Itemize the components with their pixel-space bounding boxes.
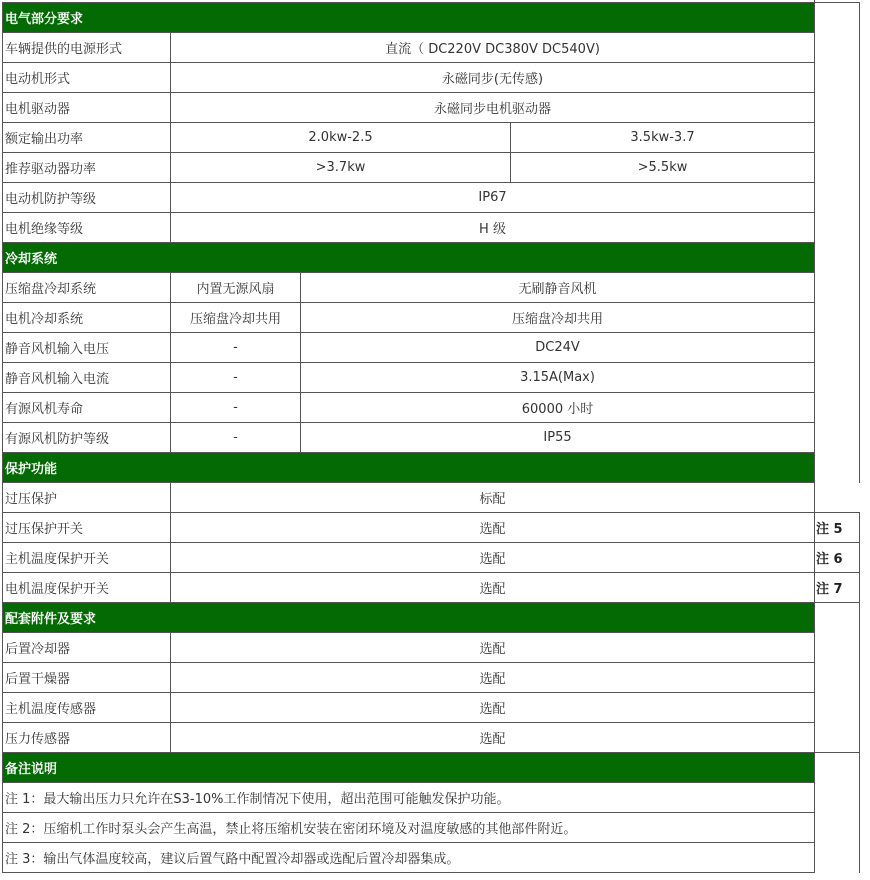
section-header-remarks: [3, 753, 860, 783]
table-row: 主机温度保护开关 选配 注 6: [3, 543, 860, 573]
section-header-protection: [3, 453, 860, 483]
remark-note: 注 2：压缩机工作时泵头会产生高温，禁止将压缩机安装在密闭环境及对温度敏感的其他部件附近。: [3, 813, 815, 843]
table-row: 后置冷却器 选配: [3, 633, 860, 663]
table-row: 推荐驱动器功率 >3.7kw >5.5kw: [3, 153, 860, 183]
table-row: [3, 813, 860, 843]
table-row: 电动机防护等级 IP67: [3, 183, 860, 213]
table-row: 电机绝缘等级 H 级: [3, 213, 860, 243]
remark-note: 注 1：最大输出压力只允许在S3-10%工作制情况下使用，超出范围可能触发保护功能。: [3, 783, 815, 813]
table-row: 主机温度传感器 选配: [3, 693, 860, 723]
table-row: 后置干燥器 选配: [3, 663, 860, 693]
section-title: 保护功能: [3, 453, 815, 483]
table-row: 压力传感器 选配: [3, 723, 860, 753]
table-row: 过压保护 标配: [3, 483, 860, 513]
section-header-electrical: [3, 3, 860, 33]
table-row: 过压保护开关 选配 注 5: [3, 513, 860, 543]
table-row: 压缩盘冷却系统 内置无源风扇 无刷静音风机: [3, 273, 860, 303]
section-title: 电气部分要求: [3, 3, 815, 33]
note-ref: 注 6: [815, 543, 860, 573]
table-row: 电动机形式 永磁同步(无传感): [3, 63, 860, 93]
table-row: 有源风机寿命 - 60000 小时: [3, 393, 860, 423]
table-row: 额定输出功率 2.0kw-2.5 3.5kw-3.7: [3, 123, 860, 153]
table-row: 静音风机输入电流 - 3.15A(Max): [3, 363, 860, 393]
table-row: 电机温度保护开关 选配 注 7: [3, 573, 860, 603]
table-row: [3, 783, 860, 813]
table-row: 电机冷却系统 压缩盘冷却共用 压缩盘冷却共用: [3, 303, 860, 333]
section-title: 冷却系统: [3, 243, 815, 273]
table-row: 静音风机输入电压 - DC24V: [3, 333, 860, 363]
table-row: 车辆提供的电源形式 直流（ DC220V DC380V DC540V): [3, 33, 860, 63]
table-row: 电机驱动器 永磁同步电机驱动器: [3, 93, 860, 123]
note-ref: 注 5: [815, 513, 860, 543]
section-title: 备注说明: [3, 753, 815, 783]
remark-note: 注 3：输出气体温度较高，建议后置气路中配置冷却器或选配后置冷却器集成。: [3, 843, 815, 873]
table-row: 有源风机防护等级 - IP55: [3, 423, 860, 453]
section-title: 配套附件及要求: [3, 603, 815, 633]
table-row: [3, 843, 860, 873]
section-header-cooling: [3, 243, 860, 273]
spec-table: [2, 0, 860, 873]
section-header-accessories: [3, 603, 860, 633]
note-ref: 注 7: [815, 573, 860, 603]
